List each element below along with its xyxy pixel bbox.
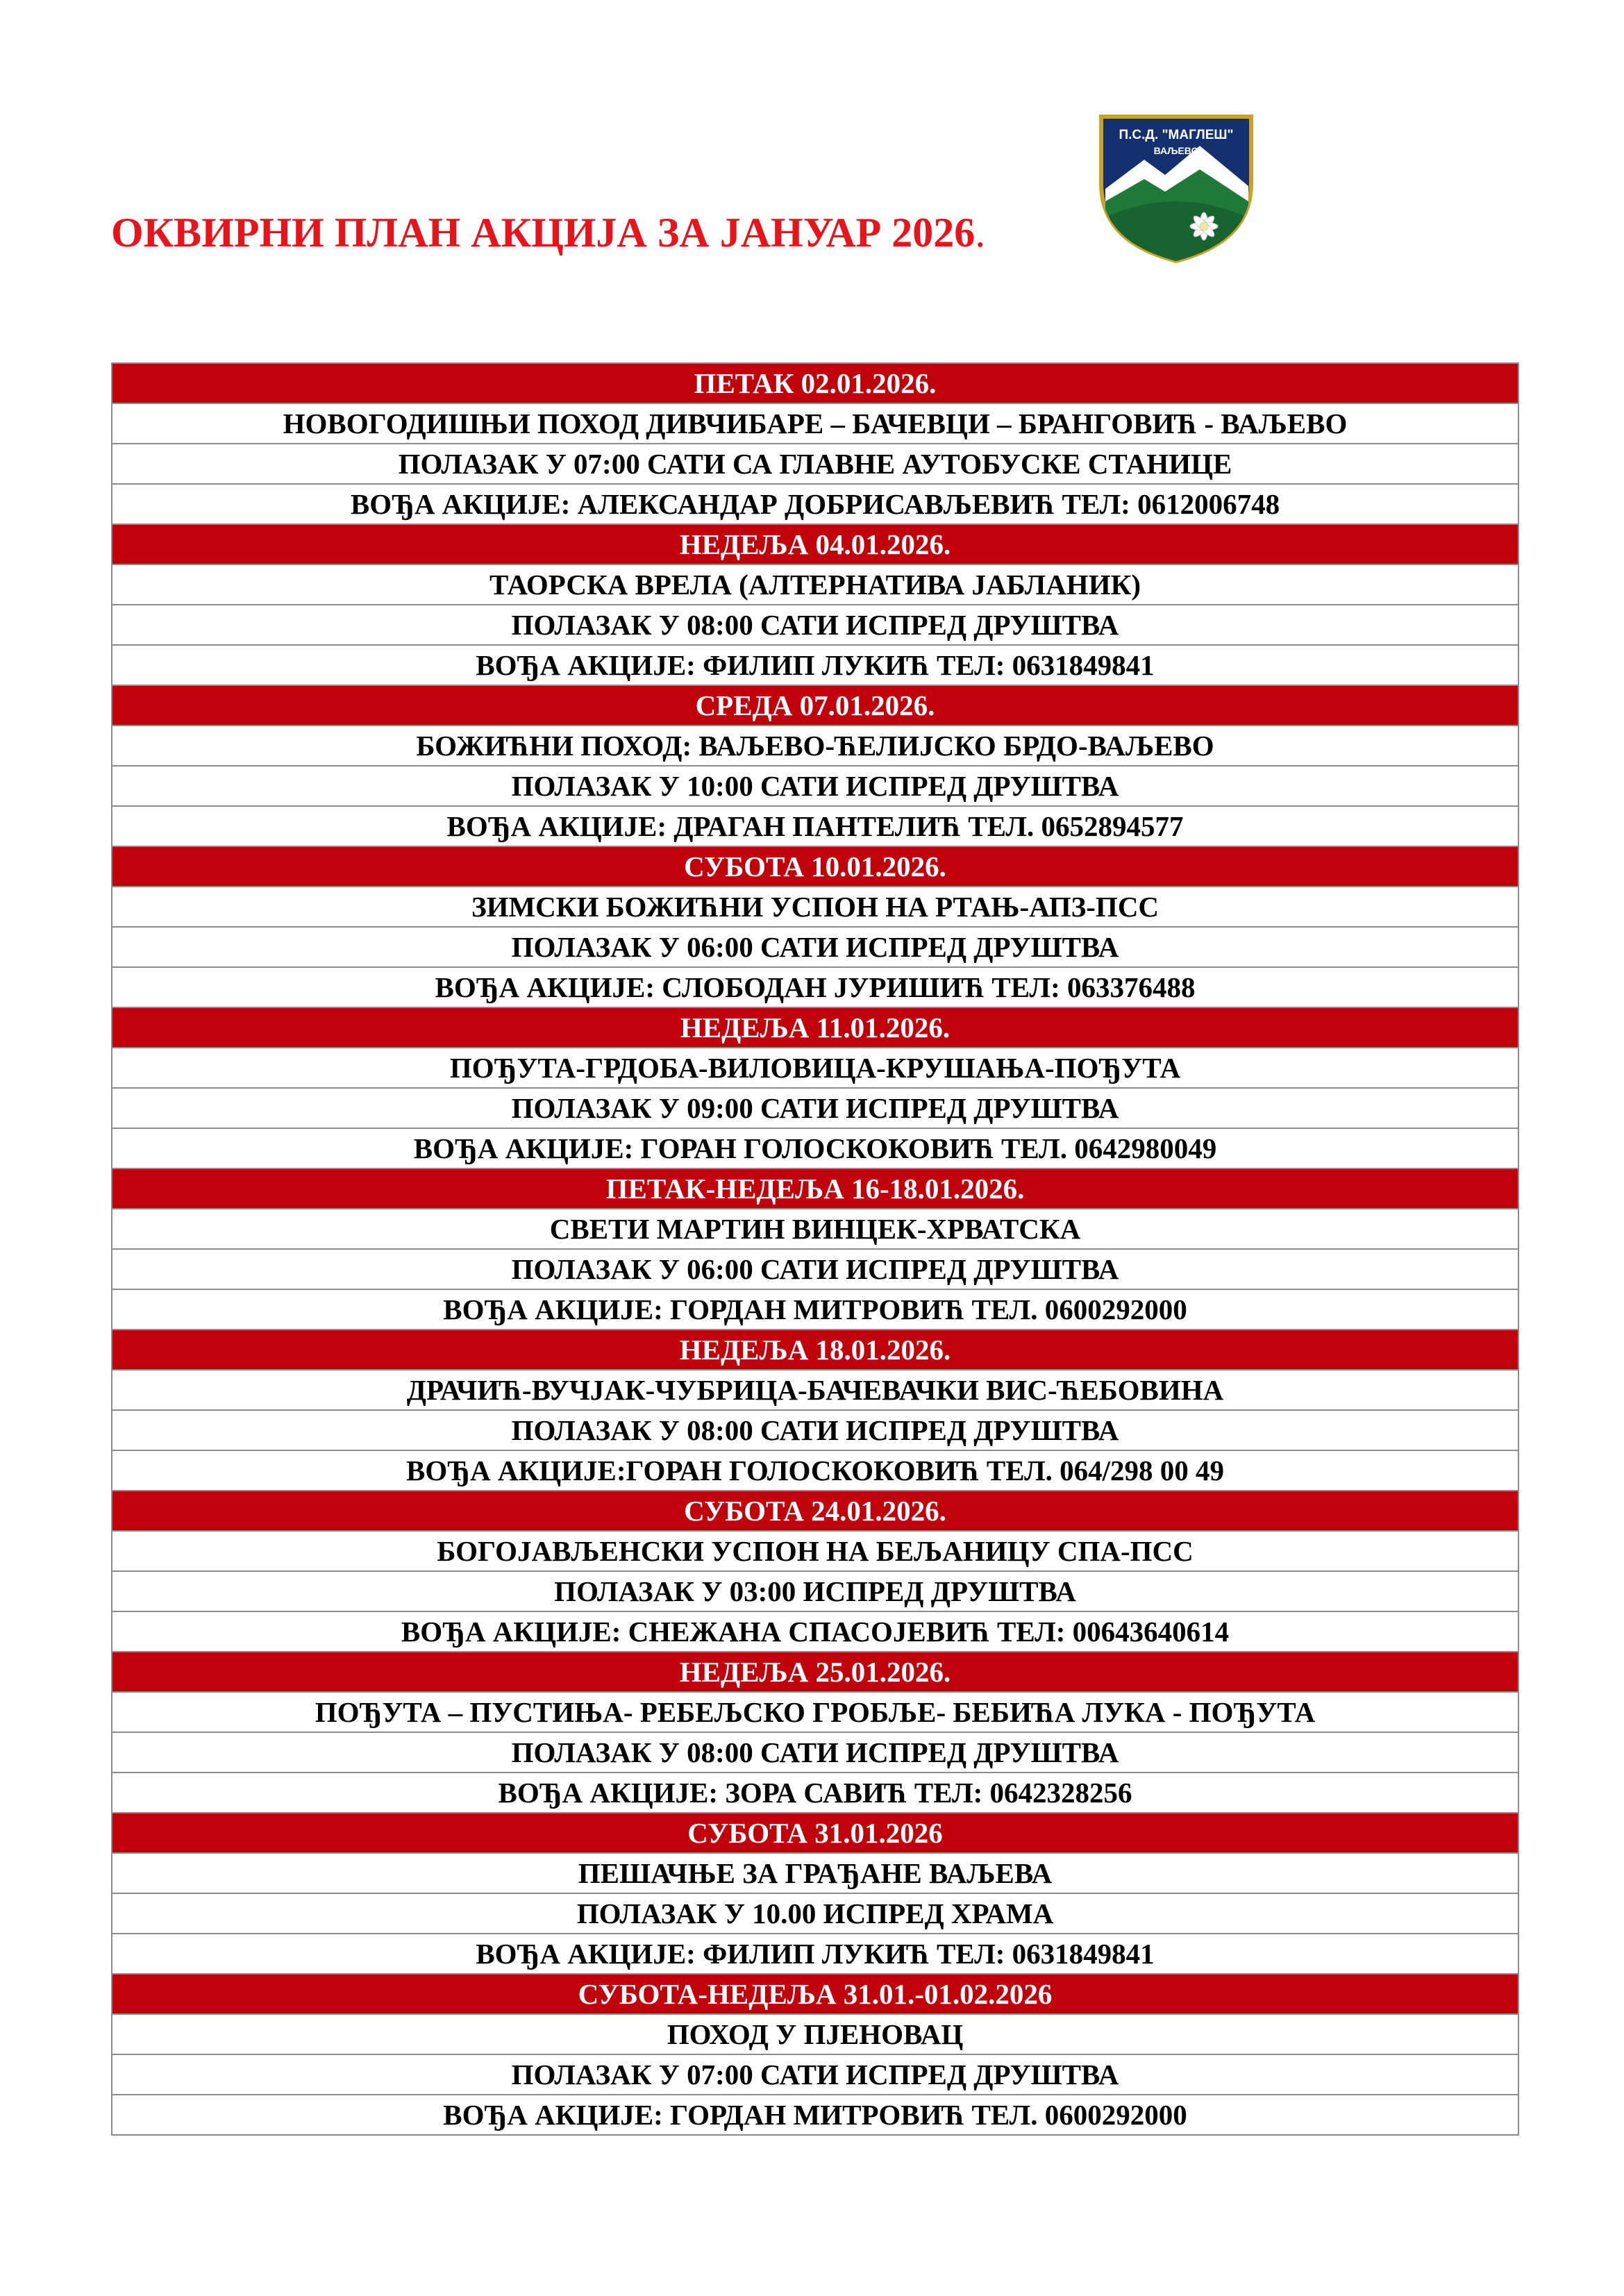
event-date-row	[112, 363, 1518, 403]
event-departure-cell: ПОЛАЗАК У 09:00 САТИ ИСПРЕД ДРУШТВА	[112, 1088, 1518, 1128]
event-departure-cell: ПОЛАЗАК У 08:00 САТИ ИСПРЕД ДРУШТВА	[112, 1410, 1518, 1450]
event-route-cell: ПЕШАЧЊЕ ЗА ГРАЂАНЕ ВАЉЕВА	[112, 1853, 1518, 1893]
event-date-row	[112, 1007, 1518, 1048]
event-departure-row	[112, 2054, 1518, 2095]
event-date-row	[112, 1813, 1518, 1853]
event-route-row	[112, 887, 1518, 927]
event-date-row	[112, 685, 1518, 726]
event-route-row	[112, 564, 1518, 605]
event-route-row	[112, 2014, 1518, 2054]
event-date-cell: ПЕТАК-НЕДЕЉА 16-18.01.2026.	[112, 1168, 1518, 1209]
event-departure-cell: ПОЛАЗАК У 07:00 САТИ ИСПРЕД ДРУШТВА	[112, 2054, 1518, 2095]
event-leader-cell: ВОЂА АКЦИЈЕ: СНЕЖАНА СПАСОЈЕВИЋ ТЕЛ: 00643640614	[112, 1611, 1518, 1652]
event-leader-row	[112, 1450, 1518, 1491]
event-leader-cell: ВОЂА АКЦИЈЕ: ЗОРА САВИЋ ТЕЛ: 0642328256	[112, 1773, 1518, 1813]
event-departure-cell: ПОЛАЗАК У 03:00 ИСПРЕД ДРУШТВА	[112, 1571, 1518, 1611]
event-date-cell: СУБОТА 10.01.2026.	[112, 846, 1518, 887]
event-departure-cell: ПОЛАЗАК У 06:00 САТИ ИСПРЕД ДРУШТВА	[112, 927, 1518, 967]
page-title-text: ОКВИРНИ ПЛАН АКЦИЈА ЗА ЈАНУАР 2026	[111, 210, 976, 255]
event-date-row	[112, 1330, 1518, 1370]
event-date-cell: СУБОТА 31.01.2026	[112, 1813, 1518, 1853]
event-departure-row	[112, 1088, 1518, 1128]
event-leader-row	[112, 645, 1518, 685]
event-leader-row	[112, 2095, 1518, 2135]
event-route-row	[112, 726, 1518, 766]
event-route-cell: ДРАЧИЋ-ВУЧЈАК-ЧУБРИЦА-БАЧЕВАЧКИ ВИС-ЋЕБОВИНА	[112, 1370, 1518, 1410]
event-departure-cell: ПОЛАЗАК У 08:00 САТИ ИСПРЕД ДРУШТВА	[112, 1732, 1518, 1773]
event-route-cell: БОЖИЋНИ ПОХОД: ВАЉЕВО-ЋЕЛИЈСКО БРДО-ВАЉЕВО	[112, 726, 1518, 766]
event-departure-row	[112, 605, 1518, 645]
event-leader-cell: ВОЂА АКЦИЈЕ: ГОРДАН МИТРОВИЋ ТЕЛ. 0600292000	[112, 2095, 1518, 2135]
event-route-row	[112, 1853, 1518, 1893]
event-date-cell: НЕДЕЉА 25.01.2026.	[112, 1652, 1518, 1692]
event-departure-row	[112, 766, 1518, 806]
event-date-row	[112, 846, 1518, 887]
event-route-row	[112, 1370, 1518, 1410]
event-leader-row	[112, 1289, 1518, 1330]
event-departure-row	[112, 927, 1518, 967]
mountain-club-shield-icon	[1096, 111, 1257, 264]
event-leader-row	[112, 484, 1518, 524]
event-date-cell: СУБОТА 24.01.2026.	[112, 1491, 1518, 1531]
event-date-row	[112, 1168, 1518, 1209]
event-departure-cell: ПОЛАЗАК У 07:00 САТИ СА ГЛАВНЕ АУТОБУСКЕ СТАНИЦЕ	[112, 444, 1518, 484]
event-leader-row	[112, 806, 1518, 846]
page-title	[111, 212, 985, 253]
event-date-cell: ПЕТАК 02.01.2026.	[112, 363, 1518, 403]
event-departure-row	[112, 1571, 1518, 1611]
event-departure-cell: ПОЛАЗАК У 10.00 ИСПРЕД ХРАМА	[112, 1893, 1518, 1934]
logo-bottom-text: ВАЉЕВО	[1153, 145, 1199, 156]
event-leader-cell: ВОЂА АКЦИЈЕ: СЛОБОДАН ЈУРИШИЋ ТЕЛ: 063376488	[112, 967, 1518, 1007]
event-route-cell: ПОХОД У ПЈЕНОВАЦ	[112, 2014, 1518, 2054]
event-route-cell: НОВОГОДИШЊИ ПОХОД ДИВЧИБАРЕ – БАЧЕВЦИ – БРАНГОВИЋ - ВАЉЕВО	[112, 403, 1518, 444]
event-departure-cell: ПОЛАЗАК У 10:00 САТИ ИСПРЕД ДРУШТВА	[112, 766, 1518, 806]
event-route-row	[112, 1209, 1518, 1249]
event-departure-row	[112, 1410, 1518, 1450]
event-route-row	[112, 1048, 1518, 1088]
event-leader-cell: ВОЂА АКЦИЈЕ: ФИЛИП ЛУКИЋ ТЕЛ: 0631849841	[112, 1934, 1518, 1974]
event-leader-row	[112, 967, 1518, 1007]
event-route-cell: ЗИМСКИ БОЖИЋНИ УСПОН НА РТАЊ-АПЗ-ПСС	[112, 887, 1518, 927]
event-leader-cell: ВОЂА АКЦИЈЕ:ГОРАН ГОЛОСКОКОВИЋ ТЕЛ. 064/298 00 49	[112, 1450, 1518, 1491]
event-route-cell: СВЕТИ МАРТИН ВИНЦЕК-ХРВАТСКА	[112, 1209, 1518, 1249]
event-departure-row	[112, 1893, 1518, 1934]
event-leader-cell: ВОЂА АКЦИЈЕ: ФИЛИП ЛУКИЋ ТЕЛ: 0631849841	[112, 645, 1518, 685]
event-leader-row	[112, 1773, 1518, 1813]
event-route-row	[112, 1692, 1518, 1732]
event-departure-cell: ПОЛАЗАК У 08:00 САТИ ИСПРЕД ДРУШТВА	[112, 605, 1518, 645]
event-leader-row	[112, 1934, 1518, 1974]
action-plan-table	[111, 362, 1519, 2136]
event-date-cell: НЕДЕЉА 18.01.2026.	[112, 1330, 1518, 1370]
event-leader-cell: ВОЂА АКЦИЈЕ: АЛЕКСАНДАР ДОБРИСАВЉЕВИЋ ТЕЛ: 0612006748	[112, 484, 1518, 524]
event-route-cell: БОГОЈАВЉЕНСКИ УСПОН НА БЕЉАНИЦУ СПА-ПСС	[112, 1531, 1518, 1571]
event-departure-row	[112, 444, 1518, 484]
event-route-cell: ТАОРСКА ВРЕЛА (АЛТЕРНАТИВА ЈАБЛАНИК)	[112, 564, 1518, 605]
event-date-cell: СРЕДА 07.01.2026.	[112, 685, 1518, 726]
event-leader-cell: ВОЂА АКЦИЈЕ: ДРАГАН ПАНТЕЛИЋ ТЕЛ. 0652894577	[112, 806, 1518, 846]
event-route-row	[112, 403, 1518, 444]
event-date-row	[112, 1491, 1518, 1531]
event-leader-cell: ВОЂА АКЦИЈЕ: ГОРАН ГОЛОСКОКОВИЋ ТЕЛ. 0642980049	[112, 1128, 1518, 1168]
event-date-row	[112, 524, 1518, 564]
event-date-row	[112, 1652, 1518, 1692]
event-departure-row	[112, 1249, 1518, 1289]
event-route-cell: ПОЂУТА – ПУСТИЊА- РЕБЕЉСКО ГРОБЉЕ- БЕБИЋА ЛУКА - ПОЂУТА	[112, 1692, 1518, 1732]
event-date-cell: НЕДЕЉА 11.01.2026.	[112, 1007, 1518, 1048]
page-title-period: .	[975, 210, 986, 255]
event-date-row	[112, 1974, 1518, 2014]
event-route-cell: ПОЂУТА-ГРДОБА-ВИЛОВИЦА-КРУШАЊА-ПОЂУТА	[112, 1048, 1518, 1088]
event-date-cell: НЕДЕЉА 04.01.2026.	[112, 524, 1518, 564]
logo-top-text: П.С.Д. "МАГЛЕШ"	[1119, 128, 1234, 142]
event-departure-cell: ПОЛАЗАК У 06:00 САТИ ИСПРЕД ДРУШТВА	[112, 1249, 1518, 1289]
event-leader-cell: ВОЂА АКЦИЈЕ: ГОРДАН МИТРОВИЋ ТЕЛ. 0600292000	[112, 1289, 1518, 1330]
event-leader-row	[112, 1611, 1518, 1652]
event-date-cell: СУБОТА-НЕДЕЉА 31.01.-01.02.2026	[112, 1974, 1518, 2014]
event-leader-row	[112, 1128, 1518, 1168]
event-departure-row	[112, 1732, 1518, 1773]
event-route-row	[112, 1531, 1518, 1571]
